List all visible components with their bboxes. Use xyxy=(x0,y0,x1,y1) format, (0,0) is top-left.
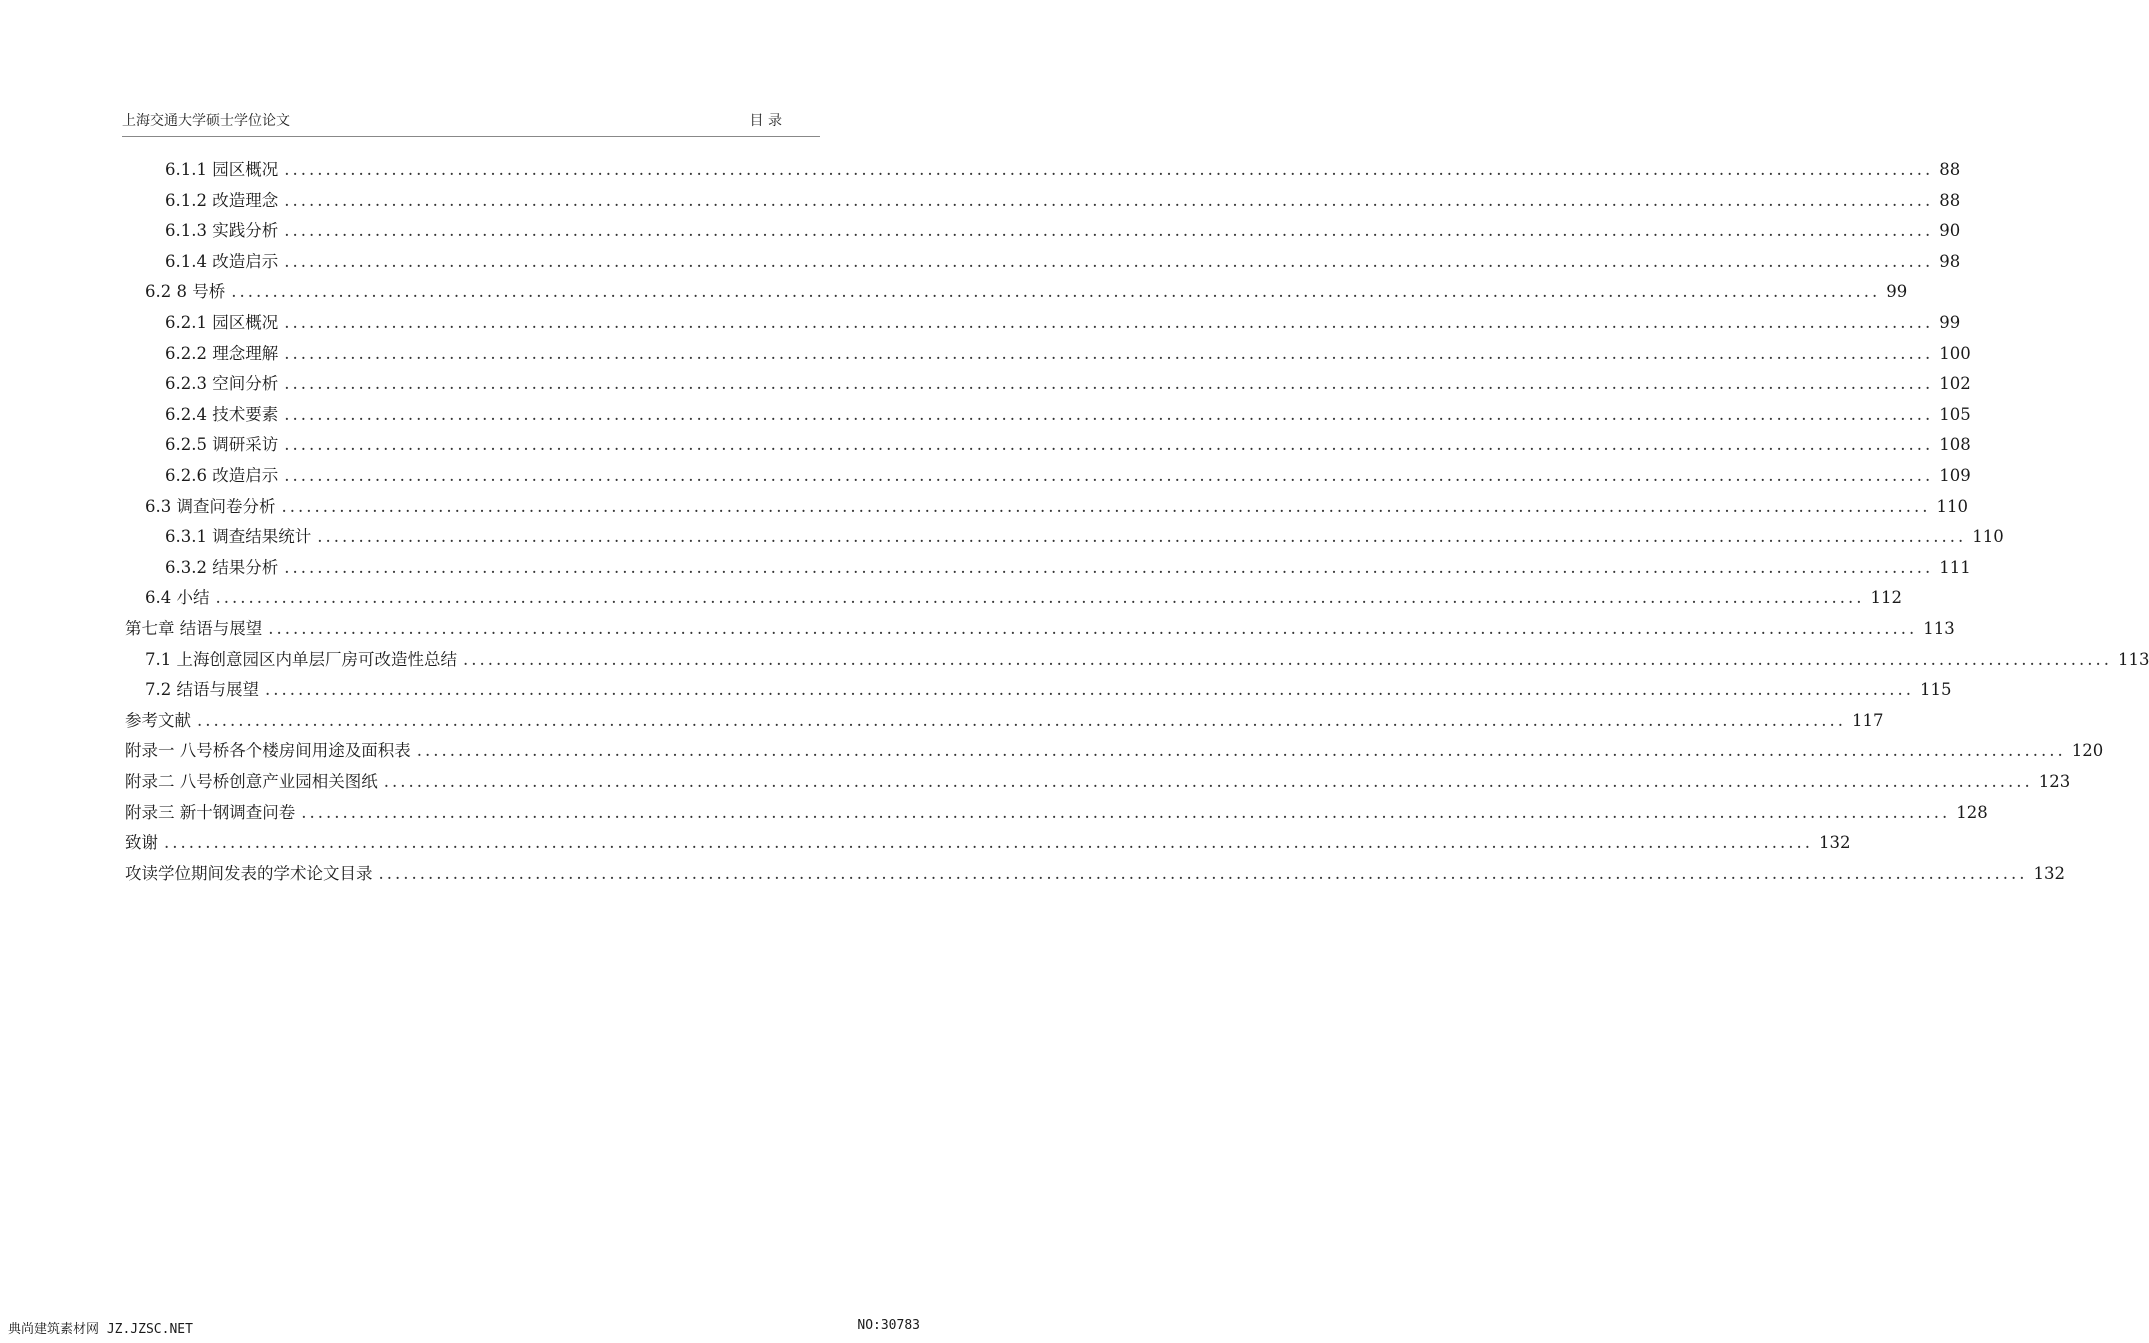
toc-leader-dots: ........................................................................................................................................................................................................ xyxy=(284,313,1934,332)
toc-entry-page: 105 xyxy=(1939,404,1971,424)
toc-leader-dots: ........................................................................................................................................................................................................ xyxy=(268,619,1918,638)
toc-leader-dots: ........................................................................................................................................................................................................ xyxy=(284,221,1934,241)
toc-entry-title: 6.2.5 调研采访 xyxy=(165,435,279,455)
toc-entry[interactable] xyxy=(145,278,1908,308)
header-title: 上海交通大学硕士学位论文 xyxy=(122,113,290,129)
toc-entry-page: 102 xyxy=(1939,374,1971,394)
toc-leader-dots: ........................................................................................................................................................................................................ xyxy=(231,282,1881,302)
toc-leader-dots: ........................................................................................................................................................................................................ xyxy=(215,588,1865,608)
toc-entry[interactable] xyxy=(125,829,1851,859)
toc-entry-title: 6.4 小结 xyxy=(145,588,210,608)
toc-entry-title: 6.1.4 改造启示 xyxy=(165,251,279,271)
toc-leader-dots: ........................................................................................................................................................................................................ xyxy=(383,772,2033,791)
toc-leader-dots: ........................................................................................................................................................................................................ xyxy=(284,251,1934,271)
toc-entry-page: 117 xyxy=(1851,710,1884,730)
toc-entry[interactable] xyxy=(125,799,1988,829)
toc-entry-title: 6.2.1 园区概况 xyxy=(165,313,279,332)
toc-entry[interactable] xyxy=(165,156,1961,186)
page-header xyxy=(122,110,782,130)
toc-entry-page: 110 xyxy=(1936,496,1968,516)
toc-entry-title: 6.2.2 理念理解 xyxy=(165,343,279,363)
toc-entry-page: 123 xyxy=(2038,772,2071,791)
toc-entry[interactable] xyxy=(165,554,1971,584)
toc-leader-dots: ........................................................................................................................................................................................................ xyxy=(197,710,1846,730)
toc-leader-dots: ........................................................................................................................................................................................................ xyxy=(416,741,2066,761)
toc-entry-title: 6.1.2 改造理念 xyxy=(165,190,279,210)
toc-entry-page: 128 xyxy=(1956,802,1988,822)
toc-entry-title: 6.2.3 空间分析 xyxy=(165,374,279,394)
toc-entry-page: 98 xyxy=(1939,251,1961,271)
toc-entry-page: 88 xyxy=(1939,160,1961,179)
toc-entry-title: 7.1 上海创意园区内单层厂房可改造性总结 xyxy=(145,649,457,669)
watermark-number: NO:30783 xyxy=(857,1318,920,1333)
toc-entry[interactable] xyxy=(165,401,1971,431)
toc-entry-page: 90 xyxy=(1939,221,1961,241)
toc-entry-title: 致谢 xyxy=(125,833,158,853)
toc-leader-dots: ........................................................................................................................................................................................................ xyxy=(284,160,1934,179)
toc-entry[interactable] xyxy=(165,309,1961,339)
toc-entry-page: 88 xyxy=(1939,190,1961,210)
toc-entry-page: 100 xyxy=(1939,343,1971,363)
header-divider xyxy=(122,136,820,137)
toc-entry[interactable] xyxy=(165,217,1961,247)
toc-entry-page: 115 xyxy=(1919,680,1952,700)
toc-entry[interactable] xyxy=(165,462,1971,492)
toc-leader-dots: ........................................................................................................................................................................................................ xyxy=(281,496,1931,516)
toc-entry[interactable] xyxy=(125,707,1884,737)
toc-entry[interactable] xyxy=(125,768,2071,798)
toc-leader-dots: ........................................................................................................................................................................................................ xyxy=(284,466,1934,485)
toc-entry[interactable] xyxy=(165,431,1971,461)
toc-entry[interactable] xyxy=(165,340,1971,370)
toc-entry-title: 攻读学位期间发表的学术论文目录 xyxy=(125,863,373,883)
toc-entry[interactable] xyxy=(145,676,1952,706)
toc-leader-dots: ........................................................................................................................................................................................................ xyxy=(284,343,1934,363)
toc-leader-dots: ........................................................................................................................................................................................................ xyxy=(284,435,1934,455)
toc-entry[interactable] xyxy=(165,523,2004,553)
toc-entry-title: 6.3.1 调查结果统计 xyxy=(165,527,312,547)
toc-leader-dots: ........................................................................................................................................................................................................ xyxy=(284,190,1934,210)
toc-entry-page: 113 xyxy=(2117,649,2149,669)
toc-entry-title: 6.2.4 技术要素 xyxy=(165,404,279,424)
toc-entry-page: 132 xyxy=(1818,833,1851,853)
toc-entry[interactable] xyxy=(165,187,1961,217)
toc-entry-page: 111 xyxy=(1939,557,1971,577)
toc-entry[interactable] xyxy=(145,493,1968,523)
toc-entry-title: 附录三 新十钢调查问卷 xyxy=(125,802,296,822)
toc-leader-dots: ........................................................................................................................................................................................................ xyxy=(301,802,1951,822)
watermark-site: 典尚建筑素材网 JZ.JZSC.NET xyxy=(8,1322,193,1337)
toc-entry-page: 110 xyxy=(1972,527,2004,547)
toc-entry-title: 6.3 调查问卷分析 xyxy=(145,496,276,516)
toc-entry-title: 6.3.2 结果分析 xyxy=(165,557,279,577)
toc-entry-page: 132 xyxy=(2033,863,2065,883)
toc-leader-dots: ........................................................................................................................................................................................................ xyxy=(284,557,1934,577)
toc-entry-page: 99 xyxy=(1886,282,1908,302)
toc-leader-dots: ........................................................................................................................................................................................................ xyxy=(265,680,1914,700)
header-section: 目 录 xyxy=(749,113,782,129)
toc-entry-title: 7.2 结语与展望 xyxy=(145,680,259,700)
toc-entry-title: 附录一 八号桥各个楼房间用途及面积表 xyxy=(125,741,411,761)
toc-leader-dots: ........................................................................................................................................................................................................ xyxy=(164,833,1813,853)
toc-entry-title: 6.2.6 改造启示 xyxy=(165,466,279,485)
toc-entry-title: 6.1.3 实践分析 xyxy=(165,221,279,241)
toc-entry-page: 113 xyxy=(1923,619,1955,638)
toc-entry-page: 120 xyxy=(2071,741,2104,761)
toc-entry[interactable] xyxy=(165,370,1971,400)
toc-entry-page: 108 xyxy=(1939,435,1971,455)
toc-leader-dots: ........................................................................................................................................................................................................ xyxy=(284,374,1934,394)
toc-entry-title: 6.1.1 园区概况 xyxy=(165,160,279,179)
toc-leader-dots: ........................................................................................................................................................................................................ xyxy=(378,863,2028,883)
toc-entry[interactable] xyxy=(125,737,2104,767)
toc-entry[interactable] xyxy=(145,646,2149,676)
toc-entry[interactable] xyxy=(125,860,2065,890)
toc-entry-title: 附录二 八号桥创意产业园相关图纸 xyxy=(125,772,378,791)
toc-entry[interactable] xyxy=(125,615,1955,645)
toc-entry-title: 6.2 8 号桥 xyxy=(145,282,226,302)
toc-entry-page: 112 xyxy=(1870,588,1902,608)
toc-leader-dots: ........................................................................................................................................................................................................ xyxy=(284,404,1934,424)
toc-entry-page: 109 xyxy=(1939,466,1971,485)
toc-entry-page: 99 xyxy=(1939,313,1961,332)
toc-entry[interactable] xyxy=(145,584,1902,614)
toc-entry-title: 参考文献 xyxy=(125,710,191,730)
toc-entry-title: 第七章 结语与展望 xyxy=(125,619,263,638)
toc-leader-dots: ........................................................................................................................................................................................................ xyxy=(463,649,2112,669)
toc-leader-dots: ........................................................................................................................................................................................................ xyxy=(317,527,1967,547)
toc-entry[interactable] xyxy=(165,248,1961,278)
